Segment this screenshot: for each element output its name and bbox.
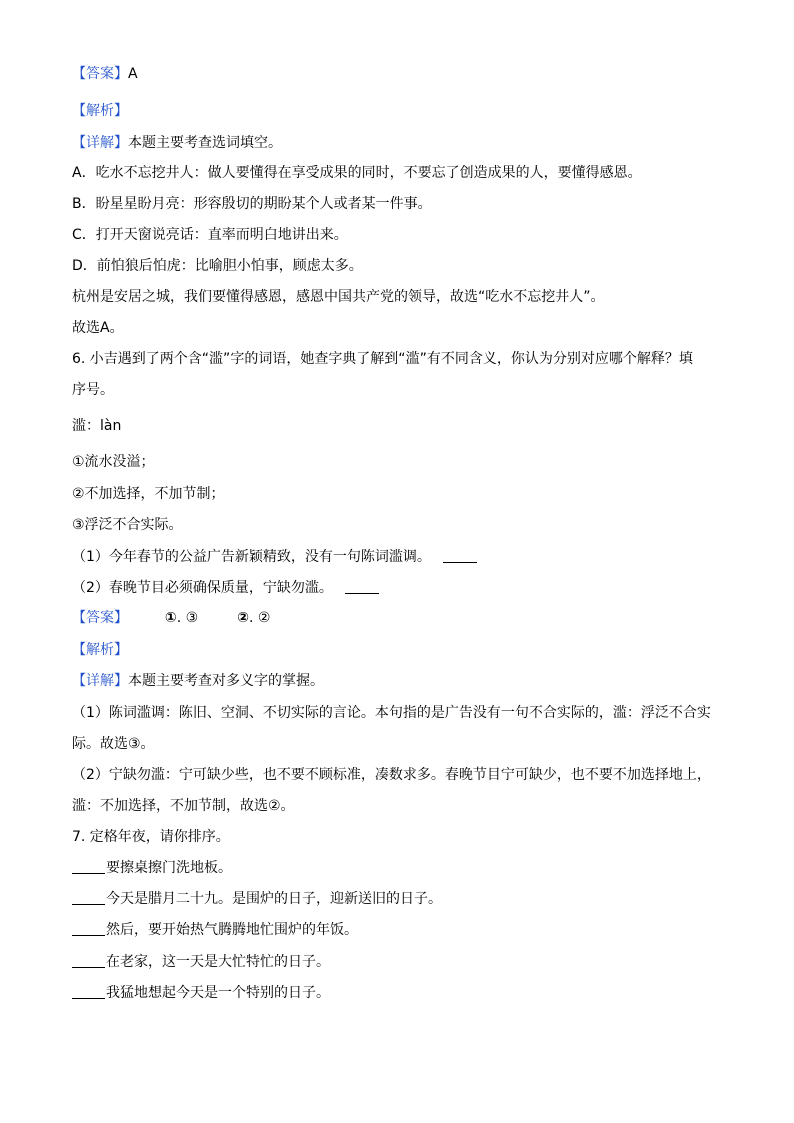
conclusion: 杭州是安居之城，我们要懂得感恩，感恩中国共产党的领导，故选“吃水不忘挖井人”。 [72, 289, 605, 305]
q6-exp2-line1: （2）宁缺勿滥：宁可缺少些，也不要不顾标准，凑数求多。春晚节目宁可缺少，也不要不加选择地上， [72, 767, 711, 783]
q6-sub2-text: （2）春晚节目必须确保质量，宁缺勿滥。 [72, 580, 333, 596]
answer-blank[interactable] [345, 579, 379, 594]
q7-item [72, 858, 232, 878]
q6-sub1 [72, 547, 477, 567]
option-c: C．打开天窗说亮话：直率而明白地讲出来。 [72, 227, 348, 243]
answer-label: 【答案】 [72, 610, 128, 626]
q6-pinyin: 滥：làn [72, 418, 122, 434]
q6-sub2 [72, 578, 379, 598]
answer-2 [237, 610, 270, 626]
q6-stem-line2: 序号。 [72, 382, 114, 398]
order-blank[interactable] [72, 890, 105, 905]
analysis-label: 【解析】 [72, 103, 128, 119]
q6-answer-line [72, 608, 270, 628]
q6-meaning-2: ②不加选择，不加节制； [72, 486, 225, 502]
answer-1-val: . ③ [176, 610, 199, 626]
q6-exp1-line2: 际。故选③。 [72, 736, 155, 752]
q6-meaning-3: ③浮泛不合实际。 [72, 517, 183, 533]
q7-stem: 7. 定格年夜，请你排序。 [72, 829, 230, 845]
q6-exp2-line2: 滥：不加选择，不加节制，故选②。 [72, 798, 295, 814]
q6-analysis-label: 【解析】 [72, 642, 128, 658]
order-blank[interactable] [72, 921, 105, 936]
option-d: D．前怕狼后怕虎：比喻胆小怕事，顾虑太多。 [72, 258, 363, 274]
detail-text: 本题主要考查对多义字的掌握。 [128, 673, 324, 689]
answer-line [72, 64, 138, 84]
order-blank[interactable] [72, 953, 105, 968]
answer-1-num: ① [164, 610, 177, 626]
detail-label: 【详解】 [72, 673, 128, 689]
q7-item-text: 然后，要开始热气腾腾地忙围炉的年饭。 [106, 922, 358, 938]
q7-item-text: 在老家，这一天是大忙特忙的日子。 [106, 954, 330, 970]
q7-item-text: 今天是腊月二十九。是围炉的日子，迎新送旧的日子。 [106, 891, 442, 907]
choose-line: 故选A。 [72, 320, 124, 336]
answer-label: 【答案】 [72, 66, 128, 82]
q7-item [72, 983, 330, 1003]
answer-blank[interactable] [443, 548, 477, 563]
answer-1 [165, 610, 198, 626]
detail-line [72, 133, 282, 153]
q7-item-text: 我猛地想起今天是一个特别的日子。 [106, 985, 330, 1001]
order-blank[interactable] [72, 984, 105, 999]
q7-item [72, 952, 330, 972]
q6-stem-line1: 6. 小吉遇到了两个含“滥”字的词语，她查字典了解到“滥”有不同含义，你认为分别对应哪个解释？填 [72, 351, 693, 367]
q7-item [72, 920, 358, 940]
q7-item-text: 要擦桌擦门洗地板。 [106, 860, 232, 876]
answer-2-num: ② [237, 610, 249, 626]
q7-item [72, 889, 442, 909]
detail-label: 【详解】 [72, 135, 128, 151]
order-blank[interactable] [72, 859, 105, 874]
option-b: B．盼星星盼月亮：形容殷切的期盼某个人或者某一件事。 [72, 196, 432, 212]
option-a: A．吃水不忘挖井人：做人要懂得在享受成果的同时，不要忘了创造成果的人，要懂得感恩。 [72, 165, 642, 181]
answer-2-val: . ② [248, 610, 271, 626]
q6-detail-line [72, 671, 324, 691]
q6-exp1-line1: （1）陈词滥调：陈旧、空洞、不切实际的言论。本句指的是广告没有一句不合实际的，滥：浮泛不合实 [72, 705, 711, 721]
q6-sub1-text: （1）今年春节的公益广告新颖精致，没有一句陈词滥调。 [72, 549, 431, 565]
detail-text: 本题主要考查选词填空。 [128, 135, 282, 151]
answer-value: A [128, 66, 138, 82]
q6-meaning-1: ①流水没溢； [72, 454, 155, 470]
